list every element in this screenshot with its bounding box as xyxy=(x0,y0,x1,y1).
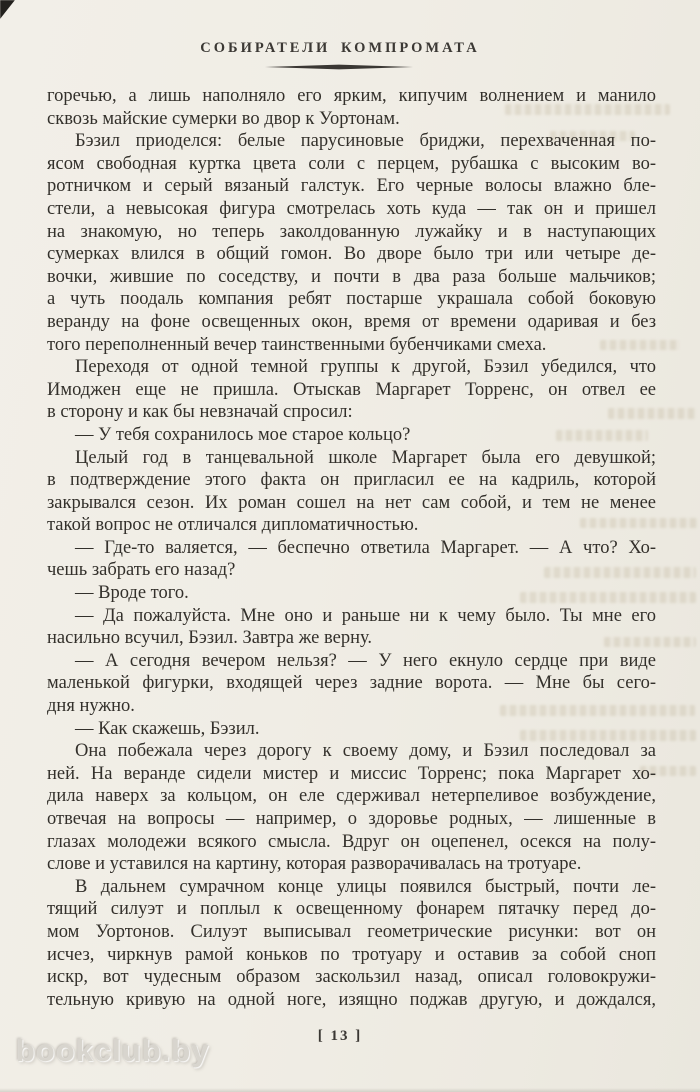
text-line: ней. На веранде сидели мистер и миссис Торренс; пока Маргарет хо- xyxy=(47,763,656,784)
text-line: исчез, чиркнув рамой коньков по тротуару и оставив за собой сноп xyxy=(47,944,656,965)
text-line: глазах молодежи всякого смысла. Вдруг он оцепенел, осекся на полу- xyxy=(47,831,656,852)
text-line: в сторону и как бы невзначай спросил: xyxy=(47,402,353,423)
text-line: искр, вот чудесным образом заскользил назад, описал головокружи- xyxy=(47,967,656,988)
text-line: сумерках влился в общий гомон. Во дворе было три или четыре де- xyxy=(47,244,656,265)
text-line: — Где-то валяется, — беспечно ответила Маргарет. — А что? Хо- xyxy=(75,537,656,558)
text-line: горечью, а лишь наполняло его ярким, кипучим волнением и манило xyxy=(47,86,656,106)
running-head-title: СОБИРАТЕЛИ КОМПРОМАТА xyxy=(200,40,480,56)
text-line: — А сегодня вечером нельзя? — У него екнуло сердце при виде xyxy=(75,650,656,671)
text-line: ясом свободная куртка цвета соли с перцем, рубашка с высоким во- xyxy=(47,153,656,174)
text-line: мом Уортонов. Силуэт выписывал геометрические рисунки: вот он xyxy=(47,921,656,942)
text-line: сквозь майские сумерки во двор к Уортонам. xyxy=(47,108,400,129)
text-line: Имоджен еще не пришла. Отыскав Маргарет Торренс, он отвел ее xyxy=(47,379,656,400)
text-line: того переполненный вечер таинственными бубенчиками смеха. xyxy=(47,334,547,355)
text-line: тящий силуэт и поплыл к освещенному фонарем пятачку перед до- xyxy=(47,899,656,920)
text-line: тельную кривую на одной ноге, изящно поджав другую, и дождался, xyxy=(47,989,656,1010)
text-line: а чуть поодаль компания ребят постарше украшала собой боковую xyxy=(47,289,656,310)
text-line: В дальнем сумрачном конце улицы появился быстрый, почти ле- xyxy=(75,876,656,897)
watermark-bookclub: bookclub.by xyxy=(16,1033,210,1068)
text-line: — Да пожалуйста. Мне оно и раньше ни к чему было. Ты мне его xyxy=(75,605,656,626)
text-line: — Вроде того. xyxy=(75,583,189,604)
header-rule xyxy=(265,64,413,70)
text-line: дня нужно. xyxy=(47,696,135,717)
text-line: отвечая на вопросы — например, о здоровье родных, — лишенные в xyxy=(47,809,656,829)
text-line: чешь забрать его назад? xyxy=(47,560,236,581)
text-line: — У тебя сохранилось мое старое кольцо? xyxy=(75,424,411,445)
text-line: в подтверждение этого факта он пригласил ее на кадриль, которой xyxy=(47,470,656,491)
text-line: маленькой фигурки, входящей через задние ворота. — Мне бы сего- xyxy=(47,673,656,694)
text-line: такой вопрос не отличался дипломатичностью. xyxy=(47,515,419,536)
scan-corner-artifact xyxy=(0,0,15,19)
text-line: на знакомую, но теперь заколдованную лужайку и в наступающих xyxy=(47,221,656,242)
text-line: слове и уставился на картину, которая разворачивалась на тротуаре. xyxy=(47,854,582,875)
text-line: веранду на фоне освещенных окон, время от времени одаривая и без xyxy=(47,311,656,332)
text-line: насильно всучил, Бэзил. Завтра же верну. xyxy=(47,628,372,649)
text-line: ротничком и серый вязаный галстук. Его черные волосы влажно бле- xyxy=(47,176,656,197)
text-line: Переходя от одной темной группы к другой, Бэзил убедился, что xyxy=(75,357,656,378)
text-line: вочки, жившие по соседству, и почти в два раза больше мальчиков; xyxy=(47,266,656,287)
text-line: — Как скажешь, Бэзил. xyxy=(75,718,260,739)
text-line: стели, а невысокая фигура смотрелась хоть куда — так он и пришел xyxy=(47,198,656,219)
text-line: закрывался сезон. Их роман сошел на нет сам собой, и тем не менее xyxy=(47,492,656,513)
text-line: Она побежала через дорогу к своему дому, и Бэзил последовал за xyxy=(75,741,656,762)
text-line: Бэзил приоделся: белые парусиновые бриджи, перехваченная по- xyxy=(75,131,656,152)
page-number: [ 13 ] xyxy=(317,1028,363,1044)
text-line: дила наверх за кольцом, он еле сдерживал нетерпеливое возбуждение, xyxy=(47,786,656,807)
body-text-block xyxy=(47,85,656,1011)
text-line: Целый год в танцевальной школе Маргарет была его девушкой; xyxy=(75,447,656,468)
